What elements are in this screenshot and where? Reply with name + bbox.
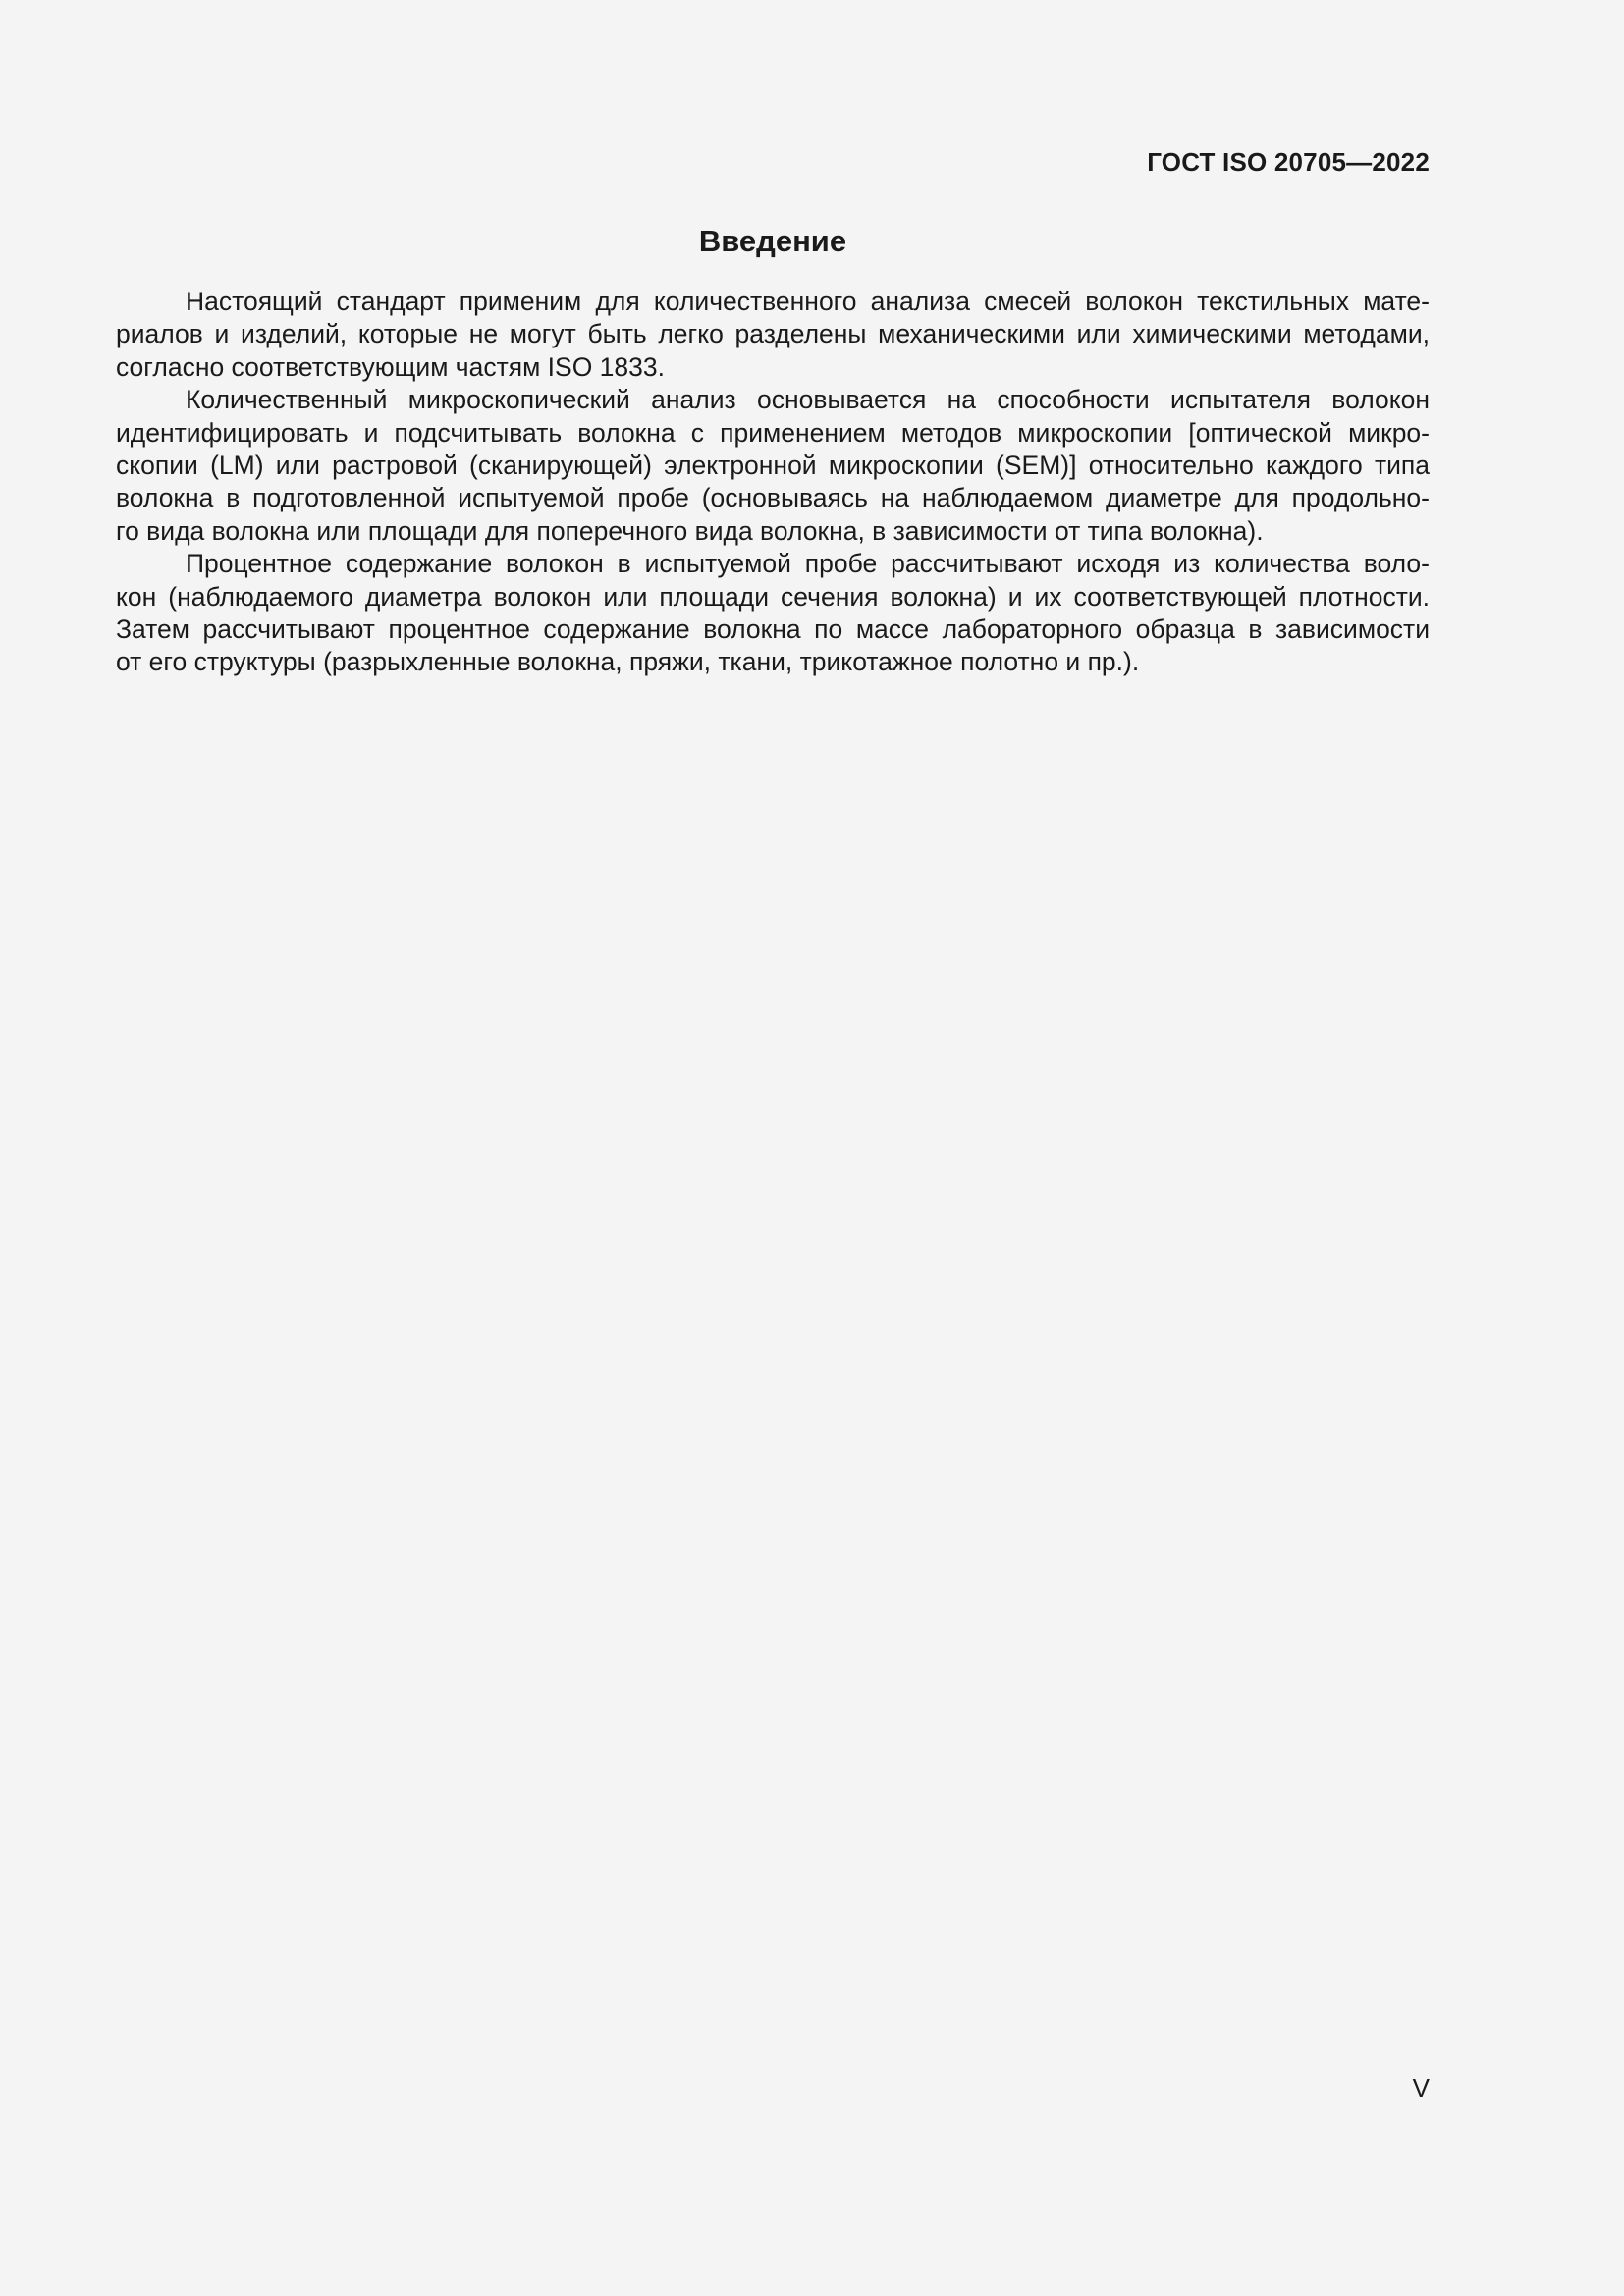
text-line: Количественный микроскопический анализ основывается на способности испытателя волокон	[186, 385, 1430, 415]
section-title: Введение	[698, 224, 847, 258]
text-line: Процентное содержание волокон в испытуемой пробе рассчитывают исходя из количества воло-	[186, 549, 1430, 579]
page-number: V	[1412, 2073, 1430, 2103]
text-line: риалов и изделий, которые не могут быть легко разделены механическими или химическими методами,	[116, 319, 1430, 349]
text-line: го вида волокна или площади для поперечного вида волокна, в зависимости от типа волокна).	[116, 515, 1264, 546]
paragraph-scope	[116, 286, 1430, 384]
paragraph-method	[116, 384, 1430, 548]
text-line: идентифицировать и подсчитывать волокна с применением методов микроскопии [оптической микро-	[116, 417, 1430, 448]
text-line: согласно соответствующим частям ISO 1833.	[116, 351, 665, 382]
paragraph-calculation	[116, 548, 1430, 679]
text-line: кон (наблюдаемого диаметра волокон или площади сечения волокна) и их соответствующей плотности.	[116, 581, 1430, 612]
text-line: скопии (LM) или растровой (сканирующей) электронной микроскопии (SEM)] относительно каждого типа	[116, 451, 1430, 481]
text-line: волокна в подготовленной испытуемой пробе (основываясь на наблюдаемом диаметре для продольно-	[116, 483, 1430, 513]
text-line: от его структуры (разрыхленные волокна, пряжи, ткани, трикотажное полотно и пр.).	[116, 647, 1140, 677]
text-line: Настоящий стандарт применим для количественного анализа смесей волокон текстильных мате-	[186, 287, 1430, 316]
text-line: Затем рассчитывают процентное содержание волокна по массе лабораторного образца в зависимости	[116, 614, 1430, 645]
document-code-header: ГОСТ ISO 20705—2022	[1147, 147, 1430, 177]
introduction-body	[116, 286, 1430, 679]
